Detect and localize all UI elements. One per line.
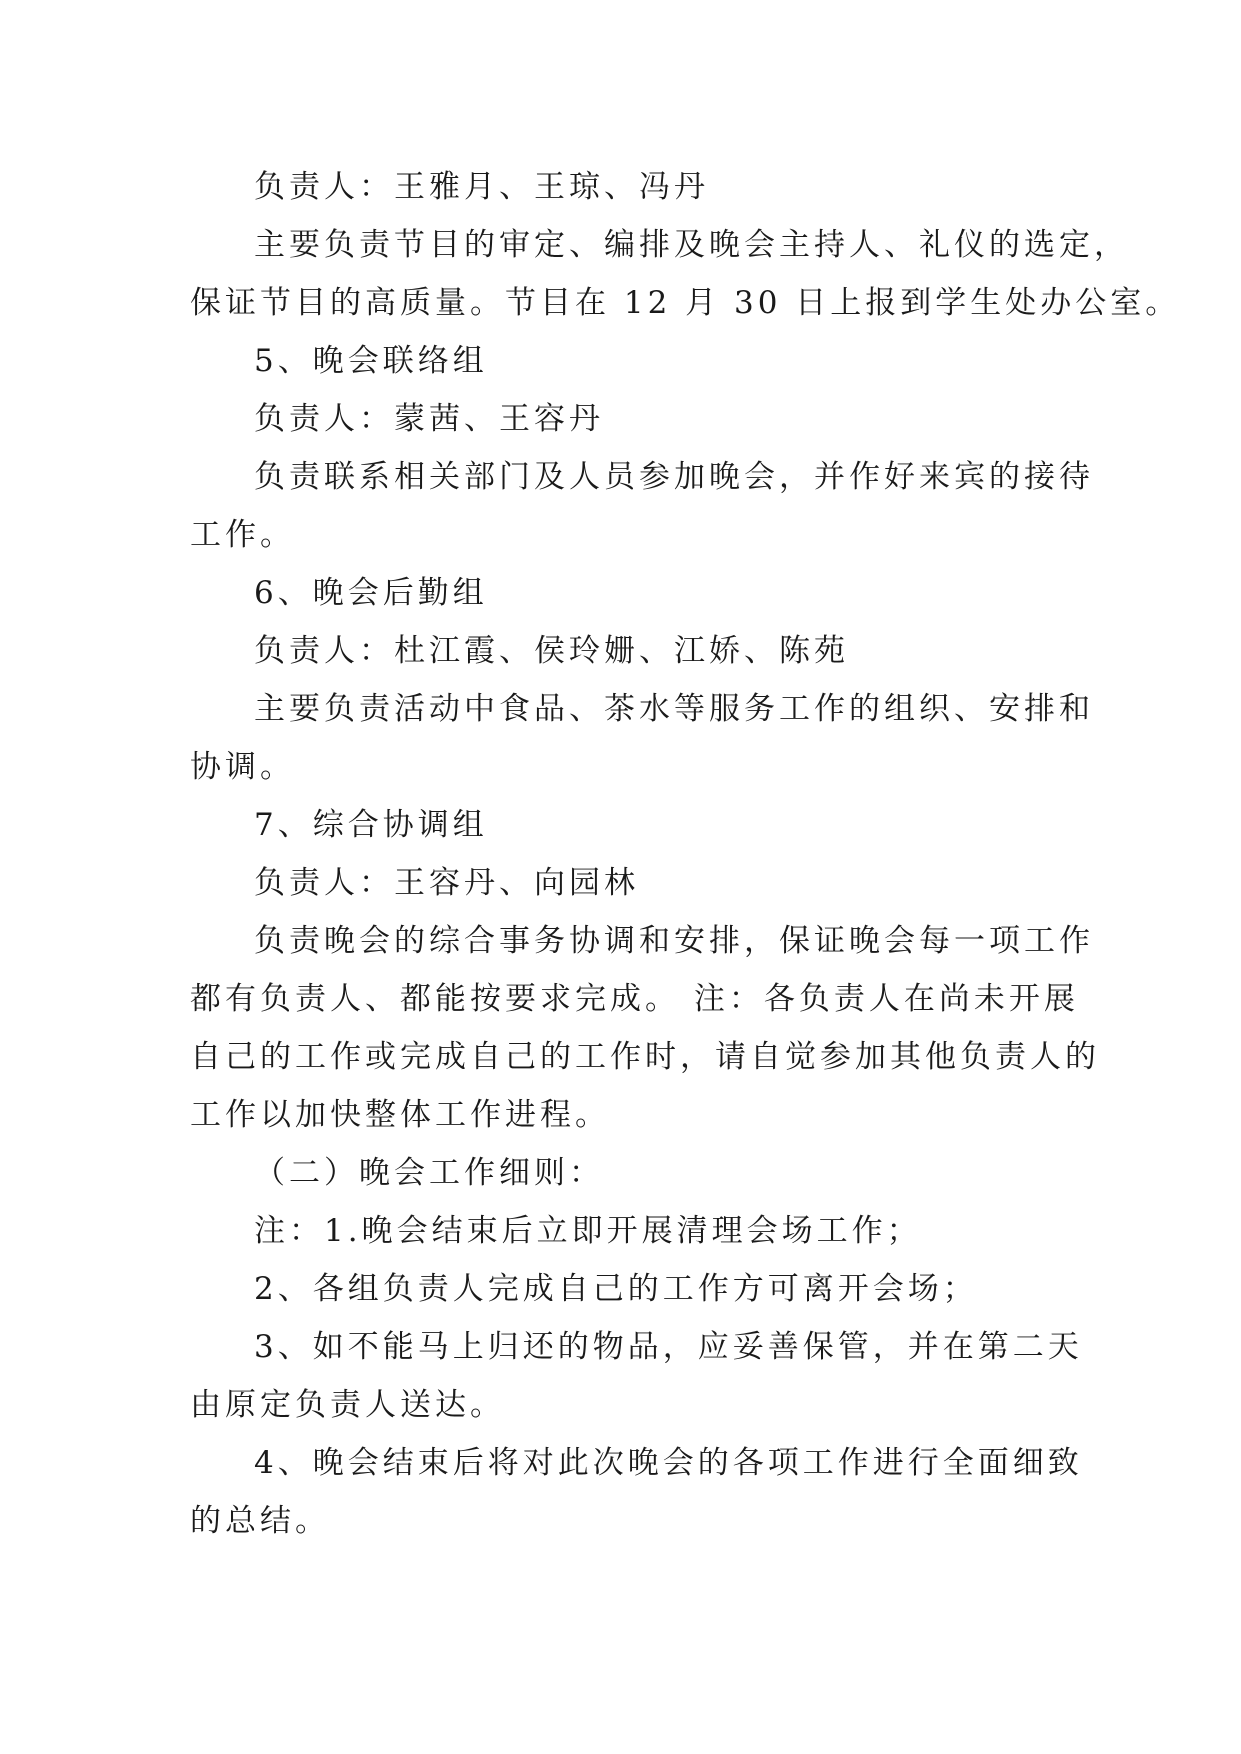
text-line: 自己的工作或完成自己的工作时，请自觉参加其他负责人的 [190,1039,1100,1075]
text-line: 负责晚会的综合事务协调和安排，保证晚会每一项工作 [254,923,1094,959]
text-line: 主要负责活动中食品、茶水等服务工作的组织、安排和 [254,691,1094,727]
text-line: 主要负责节目的审定、编排及晚会主持人、礼仪的选定， [254,227,1129,263]
text-line: 工作。 [190,517,295,553]
text-line: 3、如不能马上归还的物品，应妥善保管，并在第二天 [254,1329,1083,1365]
text-line: 负责人：王雅月、王琼、冯丹 [254,169,709,205]
text-line: 保证节目的高质量。节目在 12 月 30 日上报到学生处办公室。 [190,285,1181,321]
text-line: 都有负责人、都能按要求完成。 注：各负责人在尚未开展 [190,981,1079,1017]
text-line: 负责人：杜江霞、侯玲姗、江娇、陈苑 [254,633,849,669]
text-line: 负责人：蒙茜、王容丹 [254,401,604,437]
section-heading: 7、综合协调组 [254,807,488,843]
section-heading: 6、晚会后勤组 [254,575,488,611]
text-line: 由原定负责人送达。 [190,1387,505,1423]
text-line: 2、各组负责人完成自己的工作方可离开会场； [254,1271,978,1307]
text-line: 负责人：王容丹、向园林 [254,865,639,901]
section-heading: 5、晚会联络组 [254,343,488,379]
text-line: 负责联系相关部门及人员参加晚会，并作好来宾的接待 [254,459,1094,495]
text-line: 的总结。 [190,1503,330,1539]
text-line: 4、晚会结束后将对此次晚会的各项工作进行全面细致 [254,1445,1083,1481]
text-line: 注：1.晚会结束后立即开展清理会场工作； [254,1213,922,1249]
text-line: 协调。 [190,749,295,785]
document-body [190,158,1181,1550]
text-line: 工作以加快整体工作进程。 [190,1097,610,1133]
section-heading: （二）晚会工作细则： [254,1155,604,1191]
